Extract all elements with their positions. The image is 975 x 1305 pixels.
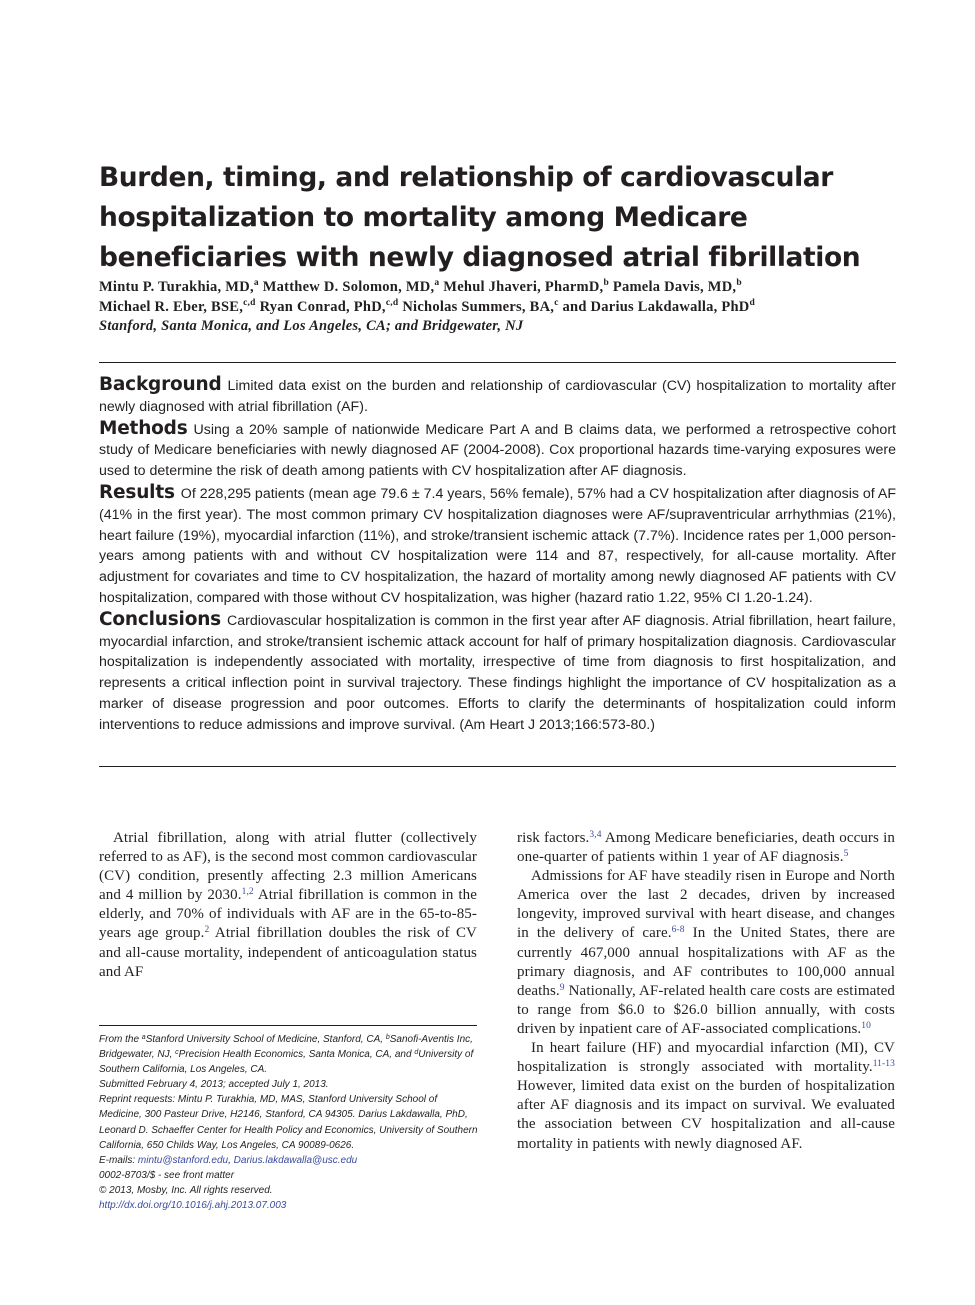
footnote-submitted: Submitted February 4, 2013; accepted July 1, 2013. — [99, 1079, 329, 1091]
author: Nicholas Summers, BA, — [402, 298, 555, 315]
citation-link[interactable]: 9 — [559, 982, 565, 993]
affiliation-mark: a — [141, 1034, 146, 1041]
body-text: Atrial fibrillation is common in the elderly, and 70% of individuals with AF are in the 65-to-85-years age group. — [99, 887, 477, 942]
author: and Darius Lakdawalla, PhD — [562, 298, 750, 315]
citation-link[interactable]: 3,4 — [589, 830, 602, 840]
body-text: Among Medicare beneficiaries, death occurs in one-quarter of patients within 1 year of AF diagnosis. — [517, 830, 895, 866]
footnote-rule — [99, 1025, 477, 1026]
body-paragraph — [517, 867, 895, 1039]
footnote-text: E-mails: — [99, 1154, 138, 1166]
abstract-text: Limited data exist on the burden and relationship of cardiovascular (CV) hospitalization to mortality after newly diagnosed with atrial fibrillation (AF). — [99, 378, 896, 415]
footnote-affiliations — [99, 1032, 479, 1077]
email-link[interactable]: Darius.lakdawalla@usc.edu — [233, 1154, 358, 1166]
author-list — [99, 278, 899, 337]
footnote-issn: 0002-8703/$ - see front matter — [99, 1169, 235, 1181]
email-link[interactable]: mintu@stanford.edu — [137, 1154, 229, 1166]
abstract-text: Cardiovascular hospitalization is common in the first year after AF diagnosis. Atrial fibrillation, heart failure, myocardial infarction, and stroke/transient ischemic attack account for half of primary hospitalization diagnosis. Cardiovascular hospitalization is independently associated with mortality, irrespective of time from diagnosis to first hospitalization, and represents a critical inflection point in survival trajectory. These findings highlight the importance of CV hospitalization as a marker of disease progression and poor outcomes. Efforts to clarify the determinants of hospitalization could inform interventions to reduce admissions and improve survival. (Am Heart J 2013;166:573-80.) — [99, 612, 896, 733]
affiliation-mark: b — [736, 278, 742, 288]
author: Mehul Jhaveri, PharmD, — [443, 279, 604, 295]
affiliation-mark: a — [434, 278, 440, 288]
citation-link[interactable]: 2 — [204, 925, 210, 936]
body-text: In the United States, there are currently 467,000 annual hospitalizations with AF as the primary diagnosis, and AF contributes to 100,000 annual deaths. — [517, 925, 895, 999]
author: Matthew D. Solomon, MD, — [262, 279, 435, 295]
footnote-text: , — [228, 1154, 234, 1166]
article-title: Burden, timing, and relationship of cardiovascular hospitalization to mortality among Medicare beneficiaries with newly diagnosed atrial fibrillation — [99, 162, 861, 273]
body-text: In heart failure (HF) and myocardial infarction (MI), CV hospitalization is strongly associated with mortality. — [517, 1040, 895, 1076]
citation-link[interactable]: 6-8 — [671, 925, 685, 936]
citation-link[interactable]: 10 — [861, 1020, 871, 1031]
affiliation-mark: b — [385, 1034, 390, 1041]
footnote-text: Stanford University School of Medicine, Stanford, CA, — [145, 1034, 386, 1045]
body-text: Admissions for AF have steadily risen in Europe and North America over the last 2 decades, driven by increased longevity, improved survival with heart disease, and changes in the delivery of care. — [517, 868, 895, 942]
footnote-reprint: Reprint requests: Mintu P. Turakhia, MD, MAS, Stanford University School of Medicine, 300 Pasteur Drive, H2146, Stanford, CA 94305. Darius Lakdawalla, PhD, Leonard D. Schaeffer Center for Health Policy and Economics, University of Southern California, 650 Childs Way, Los Angeles, CA 90089-0626. — [99, 1094, 478, 1151]
body-text: Atrial fibrillation, along with atrial flutter (collectively referred to as AF), is the second most common cardiovascular (CV) condition, presently affecting 2.3 million Americans and 4 million by 2030. — [99, 830, 477, 904]
affiliation-mark: c,d — [385, 297, 399, 308]
author: Ryan Conrad, PhD, — [259, 298, 386, 315]
abstract-text: Of 228,295 patients (mean age 79.6 ± 7.4 years, 56% female), 57% had a CV hospitalization after diagnosis of AF (41% in the first year). The most common primary CV hospitalization diagnoses were AF/supraventricular arrhythmias (21%), heart failure (19%), myocardial infarction (11%), and stroke/transient ischemic attack (7.7%). Incidence rates per 1,000 person-years among patients with and without CV hospitalization were 114 and 87, respectively, for all-cause mortality. After adjustment for covariates and time to CV hospitalization, the hazard of mortality among newly diagnosed AF patients with CV hospitalization, compared with those without CV hospitalization, was higher (hazard ratio 1.22, 95% CI 1.20-1.24). — [99, 485, 897, 606]
doi-link[interactable]: http://dx.doi.org/10.1016/j.ahj.2013.07.003 — [99, 1200, 287, 1212]
affiliation-mark: d — [414, 1049, 419, 1057]
body-paragraph — [517, 1039, 895, 1154]
body-text: risk factors. — [517, 830, 590, 846]
body-column-right — [517, 829, 895, 1154]
abstract-results — [99, 483, 896, 609]
footnote-emails — [99, 1153, 479, 1168]
citation-link[interactable]: 1,2 — [241, 887, 254, 898]
abstract — [99, 375, 896, 737]
body-text: Nationally, AF-related health care costs are estimated to range from $6.0 to $26.0 billion annually, with costs driven by inpatient care of AF-associated complications. — [517, 982, 895, 1037]
author: Mintu P. Turakhia, MD, — [99, 279, 254, 295]
footnotes — [99, 1032, 479, 1213]
affiliation-mark: d — [749, 297, 756, 308]
footnote-text: Sanofi-Aventis Inc, Bridgewater, NJ, — [99, 1034, 473, 1061]
affiliation-mark: b — [603, 278, 609, 288]
abstract-heading: Conclusions — [99, 608, 221, 630]
body-paragraph — [99, 829, 477, 982]
footnote-text: University of Southern California, Los Angeles, CA. — [99, 1049, 474, 1076]
citation-link[interactable]: 5 — [843, 849, 849, 860]
abstract-heading: Methods — [99, 417, 188, 439]
abstract-methods — [99, 419, 896, 482]
abstract-background — [99, 375, 896, 418]
body-text: However, limited data exist on the burden of hospitalization after AF diagnosis and its impact on survival. We evaluated the association between CV hospitalization and all-cause mortality in patients with newly diagnosed AF. — [517, 1078, 895, 1152]
body-column-left — [99, 829, 477, 982]
citation-link[interactable]: 11-13 — [872, 1059, 895, 1070]
body-text: Atrial fibrillation doubles the risk of CV and all-cause mortality, independent of anticoagulation status and AF — [99, 925, 477, 980]
author: Michael R. Eber, BSE, — [99, 298, 244, 315]
author-location: Stanford, Santa Monica, and Los Angeles, CA; and Bridgewater, NJ — [99, 318, 524, 334]
affiliation-mark: a — [253, 278, 259, 288]
affiliation-mark: c — [554, 297, 559, 308]
footnote-copyright: © 2013, Mosby, Inc. All rights reserved. — [99, 1184, 273, 1196]
abstract-bottom-rule — [99, 766, 896, 767]
footnote-text: From the — [99, 1034, 142, 1045]
abstract-heading: Background — [99, 374, 222, 395]
abstract-text: Using a 20% sample of nationwide Medicare Part A and B claims data, we performed a retrospective cohort study of Medicare beneficiaries with newly diagnosed AF (2004-2008). Cox proportional hazards time-varying exposures were used to determine the risk of death among patients with CV hospitalization after AF diagnosis. — [99, 421, 896, 480]
affiliation-mark: c,d — [243, 297, 256, 308]
affiliation-mark: c — [175, 1049, 179, 1057]
abstract-conclusions — [99, 610, 896, 736]
author: Pamela Davis, MD, — [612, 279, 737, 295]
abstract-top-rule — [99, 362, 896, 363]
body-paragraph — [517, 829, 895, 867]
footnote-text: Precision Health Economics, Santa Monica, CA, and — [178, 1049, 415, 1061]
abstract-heading: Results — [99, 481, 175, 503]
